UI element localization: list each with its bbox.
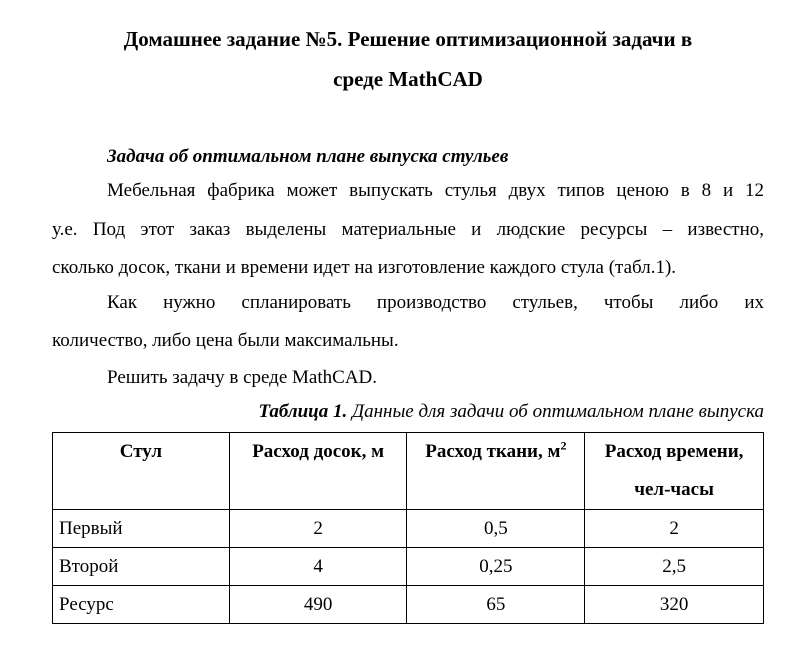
header-time-line-1: Расход времени,: [604, 441, 744, 462]
row-fabric: 65: [407, 586, 585, 624]
paragraph-2-line-1: Как нужно спланировать производство стульев, чтобы либо их: [107, 292, 764, 313]
table-caption-text: Данные для задачи об оптимальном плане выпуска: [347, 401, 764, 422]
paragraph-2-line-2: количество, либо цена были максимальны.: [52, 330, 399, 351]
task-subtitle: Задача об оптимальном плане выпуска стульев: [107, 146, 509, 167]
row-name: Ресурс: [53, 586, 230, 624]
row-name: Второй: [53, 548, 230, 586]
header-fabric-sup: 2: [560, 438, 567, 453]
paragraph-1-line-1: Мебельная фабрика может выпускать стулья двух типов ценою в 8 и 12: [107, 180, 764, 201]
table-caption-label: Таблица 1.: [258, 401, 348, 422]
row-boards: 2: [229, 510, 407, 548]
table-row: [53, 548, 764, 586]
header-time-line-2: чел-часы: [634, 479, 714, 500]
header-fabric: [407, 433, 585, 510]
header-boards: Расход досок, м: [229, 433, 407, 510]
row-fabric: 0,25: [407, 548, 585, 586]
row-boards: 4: [229, 548, 407, 586]
row-time: 2,5: [585, 548, 764, 586]
table-caption: [52, 401, 764, 423]
row-fabric: 0,5: [407, 510, 585, 548]
data-table: [52, 432, 764, 624]
header-chair: Стул: [53, 433, 230, 510]
table-row: [53, 586, 764, 624]
document-title-line-2: среде MathCAD: [333, 67, 483, 91]
row-name: Первый: [53, 510, 230, 548]
header-time: [585, 433, 764, 510]
table-row: [53, 510, 764, 548]
row-time: 2: [585, 510, 764, 548]
paragraph-1-line-3: сколько досок, ткани и времени идет на изготовление каждого стула (табл.1).: [52, 257, 677, 278]
paragraph-3: Решить задачу в среде MathCAD.: [107, 367, 378, 388]
row-boards: 490: [229, 586, 407, 624]
header-fabric-text: Расход ткани, м: [425, 441, 561, 462]
paragraph-1-line-2: у.е. Под этот заказ выделены материальные и людские ресурсы – известно,: [52, 219, 764, 240]
document-title-line-1: Домашнее задание №5. Решение оптимизационной задачи в: [123, 27, 693, 51]
table-header-row: [53, 433, 764, 510]
row-time: 320: [585, 586, 764, 624]
